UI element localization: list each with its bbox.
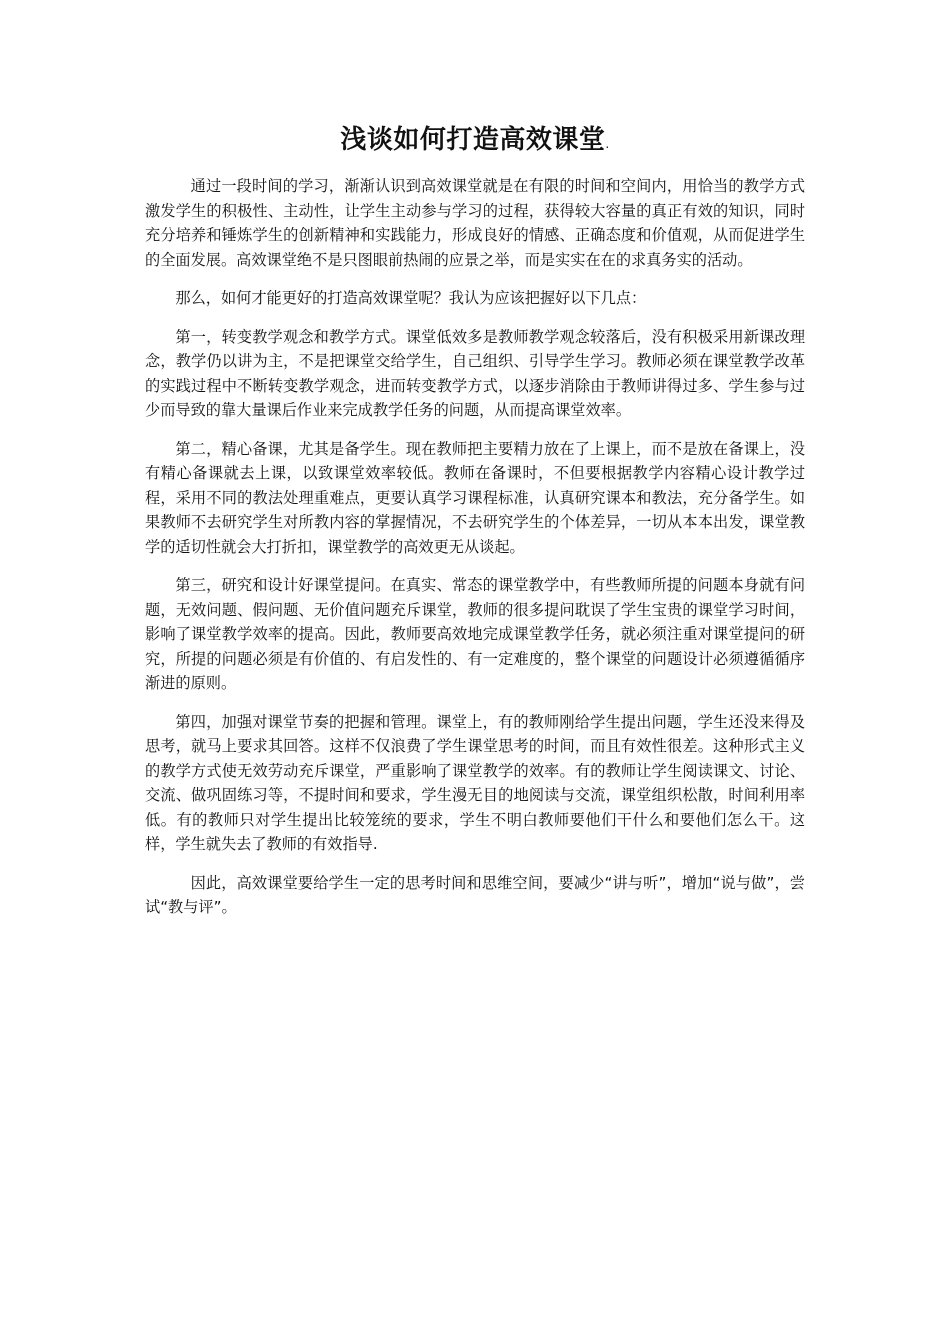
document-body bbox=[145, 174, 805, 934]
paragraph-conclusion: 因此，高效课堂要给学生一定的思考时间和思维空间，要减少“讲与听”，增加“说与做”，尝试“教与评”。 bbox=[145, 873, 805, 916]
paragraph-intro: 通过一段时间的学习，渐渐认识到高效课堂就是在有限的时间和空间内，用恰当的教学方式激发学生的积极性、主动性，让学生主动参与学习的过程，获得较大容量的真正有效的知识，同时充分培养和锤炼学生的创新精神和实践能力，形成良好的情感、正确态度和价值观，从而促进学生的全面发展。高效课堂绝不是只图眼前热闹的应景之举，而是实实在在的求真务实的活动。 bbox=[145, 177, 805, 269]
document-title bbox=[0, 122, 950, 162]
paragraph-point-1: 第一，转变教学观念和教学方式。课堂低效多是教师教学观念较落后，没有积极采用新课改理念，教学仍以讲为主，不是把课堂交给学生，自己组织、引导学生学习。教师必须在课堂教学改革的实践过程中不断转变教学观念，进而转变教学方式，以逐步消除由于教师讲得过多、学生参与过少而导致的靠大量课后作业来完成教学任务的问题，从而提高课堂效率。 bbox=[145, 327, 805, 419]
paragraph-point-2: 第二，精心备课，尤其是备学生。现在教师把主要精力放在了上课上，而不是放在备课上，没有精心备课就去上课，以致课堂效率较低。教师在备课时，不但要根据教学内容精心设计教学过程，采用不同的教法处理重难点，更要认真学习课程标准，认真研究课本和教法，充分备学生。如果教师不去研究学生对所教内容的掌握情况，不去研究学生的个体差异，一切从本本出发，课堂教学的适切性就会大打折扣，课堂教学的高效更无从谈起。 bbox=[145, 439, 805, 556]
paragraph-question: 那么，如何才能更好的打造高效课堂呢？我认为应该把握好以下几点： bbox=[175, 289, 647, 307]
title-text: 浅谈如何打造高效课堂 bbox=[340, 125, 606, 155]
title-suffix: . bbox=[605, 137, 610, 151]
paragraph-point-4: 第四，加强对课堂节奏的把握和管理。课堂上，有的教师刚给学生提出问题，学生还没来得及思考，就马上要求其回答。这样不仅浪费了学生课堂思考的时间，而且有效性很差。这种形式主义的教学方式使无效劳动充斥课堂，严重影响了课堂教学的效率。有的教师让学生阅读课文、讨论、交流、做巩固练习等，不提时间和要求，学生漫无目的地阅读与交流，课堂组织松散，时间利用率低。有的教师只对学生提出比较笼统的要求，学生不明白教师要他们干什么和要他们怎么干。这样，学生就失去了教师的有效指导. bbox=[145, 712, 805, 853]
paragraph-point-3: 第三，研究和设计好课堂提问。在真实、常态的课堂教学中，有些教师所提的问题本身就有问题，无效问题、假问题、无价值问题充斥课堂，教师的很多提问耽误了学生宝贵的课堂学习时间，影响了课堂教学效率的提高。因此，教师要高效地完成课堂教学任务，就必须注重对课堂提问的研究，所提的问题必须是有价值的、有启发性的、有一定难度的，整个课堂的问题设计必须遵循循序渐进的原则。 bbox=[145, 576, 805, 692]
